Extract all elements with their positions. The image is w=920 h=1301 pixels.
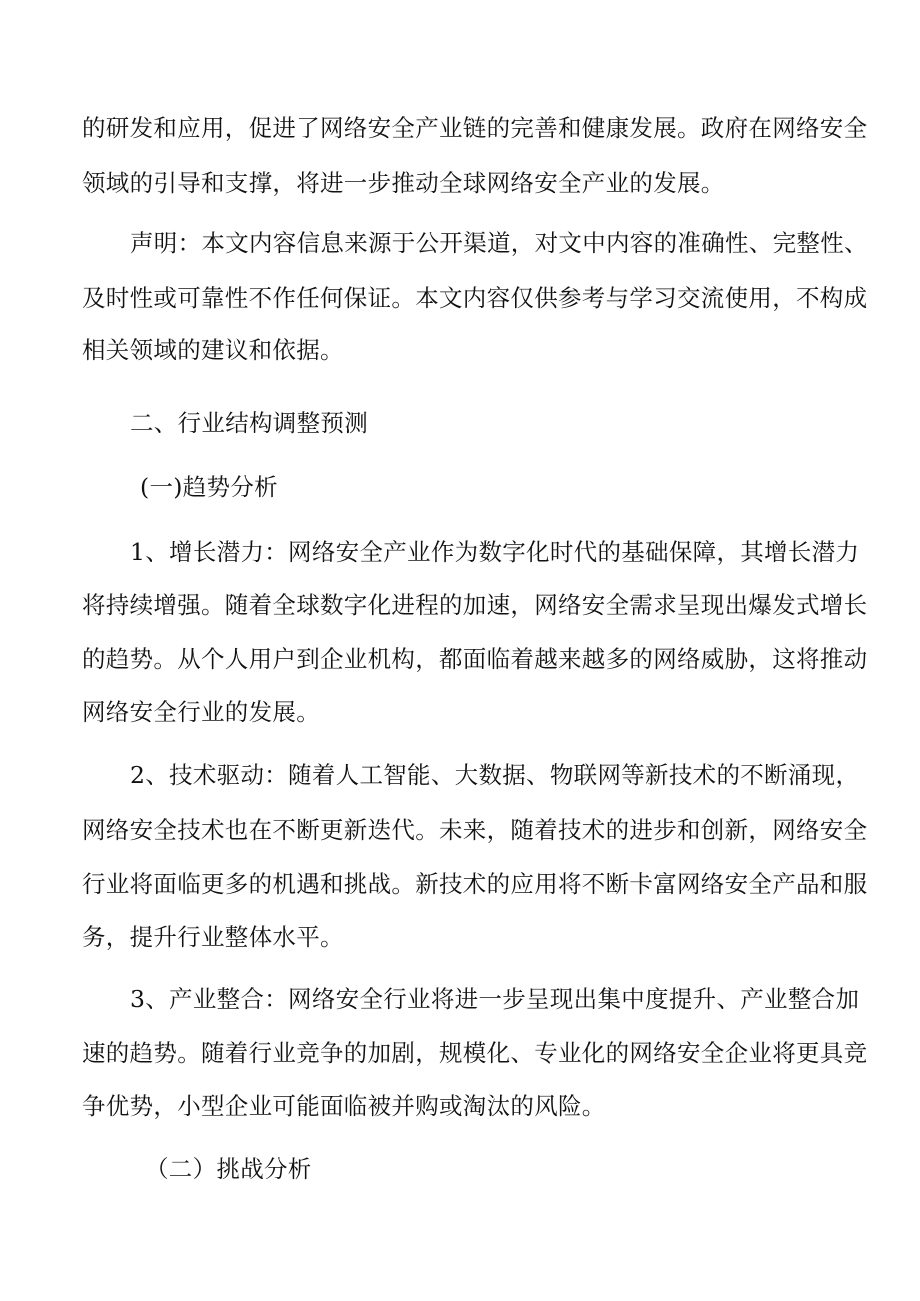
disclaimer-line: 相关领域的建议和依据。 xyxy=(82,336,344,364)
list-item-line: 的趋势。从个人用户到企业机构，都面临着越来越多的网络威胁，这将推动 xyxy=(82,645,868,673)
list-item-line: 务，提升行业整体水平。 xyxy=(82,923,344,951)
list-item-line: 行业将面临更多的机遇和挑战。新技术的应用将不断卡富网络安全产品和服 xyxy=(82,870,868,898)
disclaimer-line: 及时性或可靠性不作任何保证。本文内容仅供参考与学习交流使用，不构成 xyxy=(82,284,868,312)
list-item-line: 2、技术驱动：随着人工智能、大数据、物联网等新技术的不断涌现， xyxy=(130,761,860,789)
subsection-heading: (一)趋势分析 xyxy=(140,473,278,501)
list-item-line: 3、产业整合：网络安全行业将进一步呈现出集中度提升、产业整合加 xyxy=(130,985,860,1013)
list-item-line: 争优势，小型企业可能面临被并购或淘汰的风险。 xyxy=(82,1092,606,1120)
list-item-line: 速的趋势。随着行业竞争的加剧，规模化、专业化的网络安全企业将更具竞 xyxy=(82,1039,868,1067)
section-heading: 二、行业结构调整预测 xyxy=(130,409,368,437)
list-item-line: 网络安全技术也在不断更新迭代。未来，随着技术的进步和创新，网络安全 xyxy=(82,816,868,844)
disclaimer-line: 声明：本文内容信息来源于公开渠道，对文中内容的准确性、完整性、 xyxy=(130,229,868,257)
paragraph-line: 领域的引导和支撑，将进一步推动全球网络安全产业的发展。 xyxy=(82,169,725,197)
paragraph-line: 的研发和应用，促进了网络安全产业链的完善和健康发展。政府在网络安全 xyxy=(82,114,868,142)
subsection-heading: （二）挑战分析 xyxy=(145,1155,312,1183)
list-item-line: 1、增长潜力：网络安全产业作为数字化时代的基础保障，其增长潜力 xyxy=(130,538,860,566)
list-item-line: 将持续增强。随着全球数字化进程的加速，网络安全需求呈现出爆发式增长 xyxy=(82,591,868,619)
list-item-line: 网络安全行业的发展。 xyxy=(82,698,320,726)
